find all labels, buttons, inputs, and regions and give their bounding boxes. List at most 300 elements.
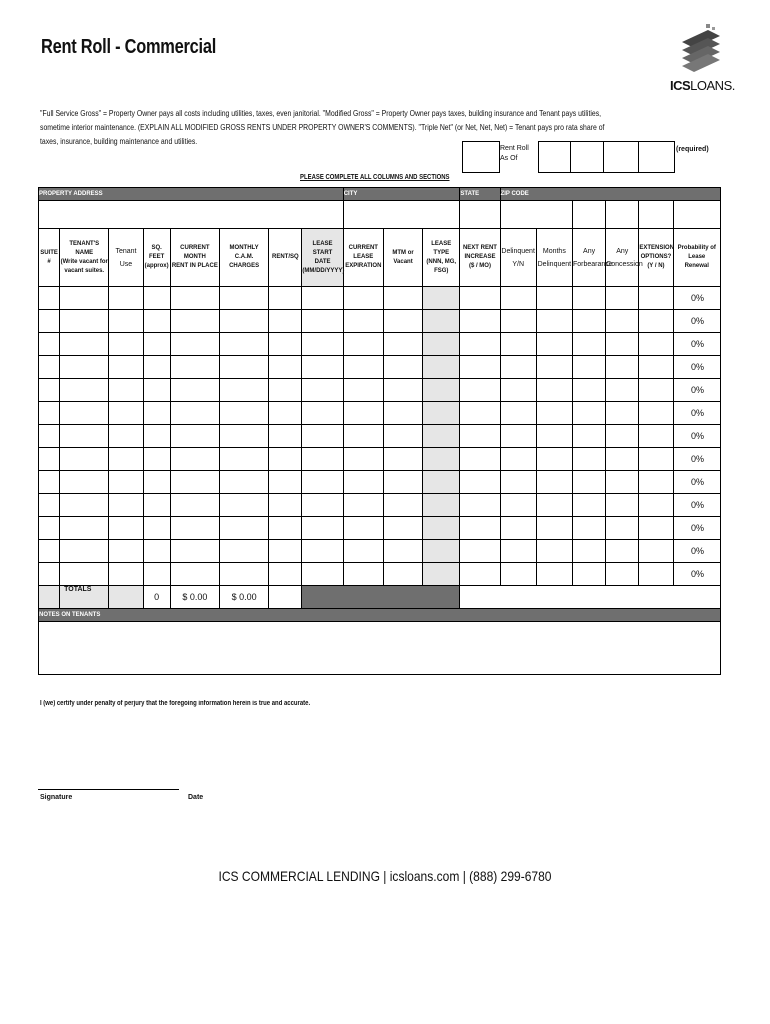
table-cell[interactable]: [39, 333, 60, 356]
table-cell[interactable]: [143, 333, 170, 356]
date-label: Date: [188, 794, 204, 801]
table-cell[interactable]: [60, 517, 109, 540]
table-cell[interactable]: [170, 310, 219, 333]
table-cell[interactable]: [536, 379, 572, 402]
table-cell[interactable]: [606, 287, 639, 310]
col-next-rent: NEXT RENT INCREASE ($ / MO): [460, 229, 500, 287]
table-cell[interactable]: [343, 425, 383, 448]
table-cell[interactable]: [60, 471, 109, 494]
table-cell[interactable]: [143, 425, 170, 448]
table-cell[interactable]: [39, 379, 60, 402]
table-cell[interactable]: [60, 448, 109, 471]
table-cell[interactable]: [302, 310, 343, 333]
table-cell[interactable]: [109, 517, 143, 540]
table-cell[interactable]: [383, 333, 422, 356]
renewal-probability-cell[interactable]: 0%: [673, 471, 720, 494]
property-address-header: PROPERTY ADDRESS: [39, 188, 344, 201]
table-cell[interactable]: [500, 379, 536, 402]
table-cell[interactable]: [639, 494, 673, 517]
table-cell[interactable]: [219, 425, 268, 448]
table-cell[interactable]: [302, 287, 343, 310]
col-renewal-probability: Probability of Lease Renewal: [673, 229, 720, 287]
table-cell[interactable]: [639, 287, 673, 310]
table-cell[interactable]: [170, 494, 219, 517]
table-cell[interactable]: [219, 379, 268, 402]
table-row: [39, 310, 721, 333]
renewal-probability-cell[interactable]: 0%: [673, 425, 720, 448]
state-field[interactable]: [460, 201, 500, 229]
table-cell[interactable]: [500, 287, 536, 310]
rent-roll-date-box[interactable]: [462, 141, 500, 173]
table-cell[interactable]: [572, 517, 605, 540]
table-cell[interactable]: [500, 471, 536, 494]
table-cell[interactable]: [639, 333, 673, 356]
table-cell[interactable]: [219, 563, 268, 586]
table-row: [39, 287, 721, 310]
renewal-probability-cell[interactable]: 0%: [673, 517, 720, 540]
table-cell[interactable]: [39, 448, 60, 471]
table-cell[interactable]: [460, 287, 500, 310]
table-cell[interactable]: [500, 517, 536, 540]
table-cell[interactable]: [143, 379, 170, 402]
table-cell[interactable]: [109, 402, 143, 425]
table-cell[interactable]: [39, 494, 60, 517]
table-cell[interactable]: [606, 425, 639, 448]
table-cell[interactable]: [39, 310, 60, 333]
totals-shaded: [302, 586, 460, 609]
table-cell[interactable]: [39, 471, 60, 494]
table-cell[interactable]: [343, 356, 383, 379]
table-cell[interactable]: [39, 563, 60, 586]
table-cell[interactable]: [269, 287, 302, 310]
table-cell[interactable]: [302, 494, 343, 517]
table-cell[interactable]: [460, 425, 500, 448]
footer-contact: ICS COMMERCIAL LENDING | icsloans.com | (888) 299-6780: [218, 868, 552, 884]
table-cell[interactable]: [536, 448, 572, 471]
table-cell[interactable]: [269, 448, 302, 471]
col-lease-type: LEASE TYPE (NNN, MG, FSG): [423, 229, 460, 287]
table-cell[interactable]: [39, 402, 60, 425]
table-cell[interactable]: [302, 540, 343, 563]
rent-roll-table: [38, 187, 721, 675]
table-cell[interactable]: [269, 379, 302, 402]
table-cell[interactable]: [536, 563, 572, 586]
zip-extra-3[interactable]: [639, 201, 673, 229]
table-cell[interactable]: [269, 356, 302, 379]
table-cell[interactable]: [383, 517, 422, 540]
table-cell[interactable]: [536, 517, 572, 540]
table-cell[interactable]: [639, 402, 673, 425]
table-cell[interactable]: [460, 333, 500, 356]
table-row: [39, 494, 721, 517]
table-cell[interactable]: [219, 333, 268, 356]
table-cell[interactable]: [302, 379, 343, 402]
table-cell[interactable]: [343, 310, 383, 333]
table-cell[interactable]: [60, 563, 109, 586]
table-cell[interactable]: [572, 448, 605, 471]
table-cell[interactable]: [500, 540, 536, 563]
building-icon: [678, 22, 724, 74]
table-cell[interactable]: [572, 425, 605, 448]
table-cell[interactable]: [343, 333, 383, 356]
table-cell[interactable]: [170, 402, 219, 425]
table-cell[interactable]: [343, 563, 383, 586]
table-cell[interactable]: [500, 425, 536, 448]
table-cell[interactable]: [536, 310, 572, 333]
table-cell[interactable]: [302, 563, 343, 586]
table-cell[interactable]: [572, 310, 605, 333]
table-cell[interactable]: [536, 287, 572, 310]
table-cell[interactable]: [343, 448, 383, 471]
table-cell[interactable]: [606, 517, 639, 540]
table-cell[interactable]: [500, 563, 536, 586]
totals-cam: $ 0.00: [219, 586, 268, 609]
table-cell[interactable]: [383, 471, 422, 494]
totals-rent: $ 0.00: [170, 586, 219, 609]
zip-extra-1[interactable]: [572, 201, 605, 229]
table-cell[interactable]: [219, 471, 268, 494]
table-cell[interactable]: [302, 517, 343, 540]
table-cell[interactable]: [109, 448, 143, 471]
zip-field[interactable]: [500, 201, 572, 229]
table-cell[interactable]: [423, 540, 460, 563]
table-row: [39, 471, 721, 494]
table-cell[interactable]: [170, 379, 219, 402]
table-cell[interactable]: [572, 333, 605, 356]
table-cell[interactable]: [423, 563, 460, 586]
table-cell[interactable]: [383, 379, 422, 402]
table-cell[interactable]: [269, 563, 302, 586]
table-row: [39, 563, 721, 586]
table-cell[interactable]: [219, 402, 268, 425]
table-cell[interactable]: [170, 471, 219, 494]
table-cell[interactable]: [60, 356, 109, 379]
table-cell[interactable]: [269, 494, 302, 517]
table-cell[interactable]: [536, 356, 572, 379]
table-cell[interactable]: [383, 563, 422, 586]
table-cell[interactable]: [343, 540, 383, 563]
property-address-field[interactable]: [39, 201, 344, 229]
table-cell[interactable]: [572, 563, 605, 586]
table-cell[interactable]: [170, 517, 219, 540]
date-year-field[interactable]: [603, 141, 640, 173]
table-cell[interactable]: [606, 310, 639, 333]
table-cell[interactable]: [572, 379, 605, 402]
table-cell[interactable]: [500, 333, 536, 356]
table-cell[interactable]: [423, 379, 460, 402]
table-cell[interactable]: [302, 425, 343, 448]
table-cell[interactable]: [60, 540, 109, 563]
table-cell[interactable]: [639, 471, 673, 494]
col-current-rent: CURRENT MONTH RENT IN PLACE: [170, 229, 219, 287]
table-cell[interactable]: [383, 540, 422, 563]
table-cell[interactable]: [302, 402, 343, 425]
col-extension-options: EXTENSION OPTIONS? (Y / N): [639, 229, 673, 287]
table-row: [39, 425, 721, 448]
col-sq-feet: SQ. FEET (approx): [143, 229, 170, 287]
table-cell[interactable]: [383, 494, 422, 517]
table-cell[interactable]: [423, 448, 460, 471]
totals-shaded-right: [460, 586, 721, 609]
table-cell[interactable]: [219, 517, 268, 540]
table-cell[interactable]: [60, 287, 109, 310]
table-cell[interactable]: [606, 333, 639, 356]
table-cell[interactable]: [606, 563, 639, 586]
table-cell[interactable]: [39, 287, 60, 310]
table-cell[interactable]: [423, 471, 460, 494]
table-cell[interactable]: [500, 310, 536, 333]
table-cell[interactable]: [572, 287, 605, 310]
table-cell[interactable]: [109, 563, 143, 586]
totals-blank: [39, 586, 60, 609]
table-cell[interactable]: [219, 287, 268, 310]
table-cell[interactable]: [39, 540, 60, 563]
table-cell[interactable]: [143, 540, 170, 563]
table-row: [39, 379, 721, 402]
table-cell[interactable]: [109, 356, 143, 379]
table-cell[interactable]: [500, 356, 536, 379]
table-cell[interactable]: [639, 563, 673, 586]
signature-line[interactable]: [38, 789, 179, 790]
table-cell[interactable]: [536, 425, 572, 448]
table-cell[interactable]: [60, 494, 109, 517]
lease-type-definitions: "Full Service Gross" = Property Owner pays all costs including utilities, taxes, even janitorial. "Modified Gross" = Property Owner pays taxes, building insurance and Tenant pays utilities, sometime interior maintenance. (EXPLAIN ALL MODIFIED GROSS RENTS UNDER PROPERTY OWNER'S COMMENTS). "Triple Net" (or Net, Net, Net) = Tenant pays pro rata share of taxes, insurance, building maintenance and utilities.: [40, 109, 605, 146]
table-cell[interactable]: [143, 471, 170, 494]
table-cell[interactable]: [109, 471, 143, 494]
table-cell[interactable]: [423, 402, 460, 425]
renewal-probability-cell[interactable]: 0%: [673, 287, 720, 310]
table-row: [39, 448, 721, 471]
table-cell[interactable]: [383, 310, 422, 333]
table-cell[interactable]: [423, 517, 460, 540]
table-cell[interactable]: [219, 494, 268, 517]
table-cell[interactable]: [343, 471, 383, 494]
table-cell[interactable]: [269, 540, 302, 563]
table-cell[interactable]: [170, 540, 219, 563]
table-cell[interactable]: [219, 448, 268, 471]
table-cell[interactable]: [606, 356, 639, 379]
col-lease-start: LEASE START DATE (MM/DD/YYYY): [302, 229, 343, 287]
zip-extra-4[interactable]: [673, 201, 720, 229]
table-cell[interactable]: [143, 287, 170, 310]
table-cell[interactable]: [269, 402, 302, 425]
table-row: [39, 517, 721, 540]
table-cell[interactable]: [423, 356, 460, 379]
renewal-probability-cell[interactable]: 0%: [673, 563, 720, 586]
table-row: [39, 402, 721, 425]
table-cell[interactable]: [572, 540, 605, 563]
renewal-probability-cell[interactable]: 0%: [673, 402, 720, 425]
table-cell[interactable]: [143, 310, 170, 333]
table-cell[interactable]: [219, 540, 268, 563]
table-cell[interactable]: [170, 287, 219, 310]
table-cell[interactable]: [170, 356, 219, 379]
renewal-probability-cell[interactable]: 0%: [673, 540, 720, 563]
table-cell[interactable]: [460, 563, 500, 586]
table-cell[interactable]: [572, 356, 605, 379]
table-cell[interactable]: [606, 379, 639, 402]
renewal-probability-cell[interactable]: 0%: [673, 310, 720, 333]
table-cell[interactable]: [60, 379, 109, 402]
table-cell[interactable]: [536, 333, 572, 356]
table-cell[interactable]: [143, 494, 170, 517]
renewal-probability-cell[interactable]: 0%: [673, 379, 720, 402]
table-cell[interactable]: [143, 563, 170, 586]
date-day-field[interactable]: [570, 141, 605, 173]
table-cell[interactable]: [460, 310, 500, 333]
col-months-delinquent: Months Delinquent: [536, 229, 572, 287]
table-cell[interactable]: [606, 540, 639, 563]
table-cell[interactable]: [39, 425, 60, 448]
table-cell[interactable]: [343, 379, 383, 402]
table-cell[interactable]: [536, 540, 572, 563]
table-cell[interactable]: [302, 471, 343, 494]
table-cell[interactable]: [109, 287, 143, 310]
totals-use-blank: [109, 586, 143, 609]
table-cell[interactable]: [109, 494, 143, 517]
col-suite: SUITE #: [39, 229, 60, 287]
signature-label: Signature: [40, 794, 73, 801]
date-extra-field[interactable]: [638, 141, 675, 173]
table-cell[interactable]: [460, 471, 500, 494]
table-cell[interactable]: [60, 402, 109, 425]
table-cell[interactable]: [109, 379, 143, 402]
col-concession: Any Concession: [606, 229, 639, 287]
table-cell[interactable]: [170, 425, 219, 448]
zip-extra-2[interactable]: [606, 201, 639, 229]
col-tenant-use: Tenant Use: [109, 229, 143, 287]
zip-header: ZIP CODE: [500, 188, 720, 201]
table-cell[interactable]: [606, 494, 639, 517]
table-row: [39, 356, 721, 379]
table-cell[interactable]: [500, 402, 536, 425]
table-cell[interactable]: [143, 448, 170, 471]
table-cell[interactable]: [606, 448, 639, 471]
table-cell[interactable]: [219, 310, 268, 333]
table-cell[interactable]: [383, 448, 422, 471]
table-cell[interactable]: [536, 494, 572, 517]
renewal-probability-cell[interactable]: 0%: [673, 494, 720, 517]
table-cell[interactable]: [606, 402, 639, 425]
table-cell[interactable]: [269, 425, 302, 448]
table-cell[interactable]: [536, 471, 572, 494]
renewal-probability-cell[interactable]: 0%: [673, 448, 720, 471]
table-cell[interactable]: [383, 287, 422, 310]
table-cell[interactable]: [460, 379, 500, 402]
table-cell[interactable]: [109, 310, 143, 333]
table-cell[interactable]: [343, 494, 383, 517]
table-cell[interactable]: [639, 356, 673, 379]
table-cell[interactable]: [109, 425, 143, 448]
table-cell[interactable]: [606, 471, 639, 494]
table-cell[interactable]: [143, 517, 170, 540]
table-cell[interactable]: [460, 402, 500, 425]
table-cell[interactable]: [460, 494, 500, 517]
table-cell[interactable]: [423, 287, 460, 310]
table-cell[interactable]: [383, 356, 422, 379]
table-cell[interactable]: [500, 448, 536, 471]
table-cell[interactable]: [572, 402, 605, 425]
table-cell[interactable]: [460, 356, 500, 379]
notes-field[interactable]: [39, 622, 721, 675]
table-cell[interactable]: [60, 310, 109, 333]
table-cell[interactable]: [39, 356, 60, 379]
table-cell[interactable]: [170, 563, 219, 586]
col-lease-expiration: CURRENT LEASE EXPIRATION: [343, 229, 383, 287]
table-cell[interactable]: [639, 425, 673, 448]
col-cam-charges: MONTHLY C.A.M. CHARGES: [219, 229, 268, 287]
table-cell[interactable]: [269, 471, 302, 494]
table-cell[interactable]: [269, 333, 302, 356]
ics-loans-logo: [670, 22, 734, 94]
table-cell[interactable]: [460, 517, 500, 540]
table-cell[interactable]: [572, 494, 605, 517]
state-header: STATE: [460, 188, 500, 201]
table-cell[interactable]: [143, 402, 170, 425]
table-row: [39, 333, 721, 356]
table-cell[interactable]: [639, 540, 673, 563]
table-cell[interactable]: [639, 379, 673, 402]
table-cell[interactable]: [302, 333, 343, 356]
col-forbearance: Any Forbearance: [572, 229, 605, 287]
table-cell[interactable]: [269, 310, 302, 333]
city-field[interactable]: [343, 201, 460, 229]
table-cell[interactable]: [460, 540, 500, 563]
table-cell[interactable]: [143, 356, 170, 379]
table-cell[interactable]: [109, 333, 143, 356]
col-rent-sq: RENT/SQ: [269, 229, 302, 287]
table-cell[interactable]: [500, 494, 536, 517]
table-cell[interactable]: [423, 333, 460, 356]
table-cell[interactable]: [39, 517, 60, 540]
renewal-probability-cell[interactable]: 0%: [673, 333, 720, 356]
table-cell[interactable]: [536, 402, 572, 425]
table-cell[interactable]: [219, 356, 268, 379]
date-month-field[interactable]: [538, 141, 572, 173]
table-cell[interactable]: [170, 448, 219, 471]
table-cell[interactable]: [572, 471, 605, 494]
table-cell[interactable]: [423, 494, 460, 517]
notes-header: NOTES ON TENANTS: [39, 609, 721, 622]
table-cell[interactable]: [460, 448, 500, 471]
table-cell[interactable]: [383, 425, 422, 448]
table-cell[interactable]: [383, 402, 422, 425]
table-cell[interactable]: [269, 517, 302, 540]
table-cell[interactable]: [639, 310, 673, 333]
table-cell[interactable]: [423, 310, 460, 333]
col-tenant-name: TENANT'S NAME (Write vacant for vacant suites.: [60, 229, 109, 287]
table-cell[interactable]: [170, 333, 219, 356]
table-cell[interactable]: [109, 540, 143, 563]
table-cell[interactable]: [639, 448, 673, 471]
table-cell[interactable]: [639, 517, 673, 540]
table-cell[interactable]: [60, 425, 109, 448]
table-cell[interactable]: [423, 425, 460, 448]
table-cell[interactable]: [60, 333, 109, 356]
totals-label: TOTALS: [60, 586, 109, 609]
table-cell[interactable]: [343, 287, 383, 310]
table-cell[interactable]: [343, 517, 383, 540]
col-delinquent: Delinquent Y/N: [500, 229, 536, 287]
table-row: [39, 540, 721, 563]
table-cell[interactable]: [302, 356, 343, 379]
table-cell[interactable]: [343, 402, 383, 425]
renewal-probability-cell[interactable]: 0%: [673, 356, 720, 379]
required-label: (required): [676, 146, 709, 153]
tenant-rows: [39, 287, 721, 586]
table-cell[interactable]: [302, 448, 343, 471]
certification-statement: I (we) certify under penalty of perjury that the foregoing information herein is true and accurate.: [40, 700, 311, 707]
